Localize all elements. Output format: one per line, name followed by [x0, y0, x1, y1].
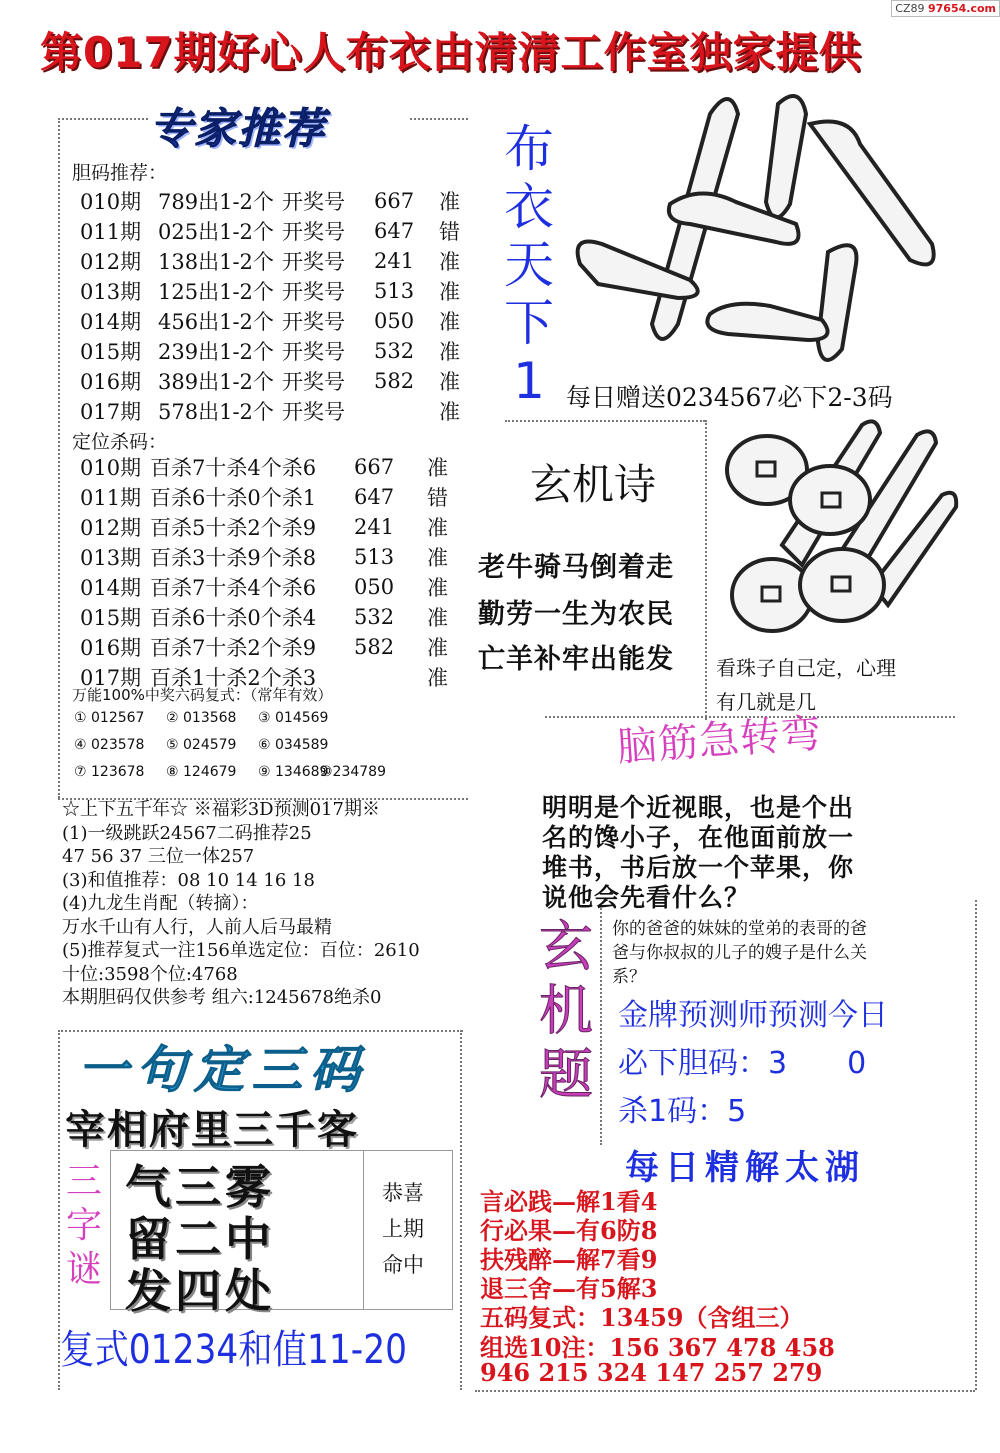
- congrats-line: 命中: [382, 1253, 424, 1277]
- taihu-line: 退三舍—有5解3: [480, 1274, 658, 1303]
- riddle-line: 气三雾: [125, 1160, 275, 1214]
- combo-item: ⑩234789: [320, 764, 386, 780]
- vertical-char: 天: [504, 236, 554, 294]
- period-cell: 015期: [80, 340, 142, 364]
- draw-cell: 513: [374, 279, 415, 303]
- period-cell: 015期: [80, 606, 142, 630]
- bead: [800, 549, 884, 621]
- draw-cell: 532: [354, 605, 395, 629]
- draw-cell: 647: [354, 485, 395, 509]
- label-cell: 开奖号: [282, 220, 345, 244]
- riddle-line: 发四处: [125, 1264, 275, 1318]
- pick-cell: 138出1-2个: [158, 250, 274, 274]
- relation-line: 系？: [612, 967, 646, 987]
- taihu-line: 言必践—解1看4: [480, 1187, 658, 1216]
- table-row: [80, 396, 460, 426]
- one-sentence-phrase: 宰相府里三千客: [65, 1107, 359, 1153]
- period-cell: 011期: [80, 486, 142, 510]
- period-cell: 010期: [80, 190, 142, 214]
- period-cell: 012期: [80, 250, 142, 274]
- kill-table: [80, 452, 448, 692]
- table-row: [80, 572, 448, 602]
- result-cell: 准: [439, 400, 460, 424]
- forecast-line: (3)和值推荐：08 10 14 16 18: [62, 869, 315, 891]
- result-cell: 准: [439, 190, 460, 214]
- combo-item: ⑤ 024579: [166, 737, 237, 753]
- result-cell: 准: [439, 250, 460, 274]
- divider: [505, 420, 705, 422]
- period-cell: 012期: [80, 516, 142, 540]
- vertical-char: 题: [539, 1043, 593, 1106]
- divider: [705, 420, 707, 720]
- period-cell: 016期: [80, 370, 142, 394]
- six-code-title: 万能100%中奖六码复式：（常年有效）: [72, 686, 333, 704]
- divider: [600, 905, 602, 1145]
- period-cell: 014期: [80, 576, 142, 600]
- draw-cell: 532: [374, 339, 415, 363]
- pick-cell: 789出1-2个: [158, 190, 274, 214]
- result-cell: 准: [427, 546, 448, 570]
- kill-cell: 百杀7十杀4个杀6: [150, 456, 317, 480]
- period-cell: 014期: [80, 310, 142, 334]
- congrats-box: [362, 1150, 453, 1310]
- kill-label: 定位杀码：: [72, 431, 168, 453]
- gold-line: 必下胆码：3 0: [618, 1046, 867, 1081]
- relation-line: 爸与你叔叔的儿子的嫂子是什么关: [612, 943, 867, 963]
- table-row: [80, 542, 448, 572]
- poem-line: 亡羊补牢出能发: [478, 644, 674, 675]
- pipe-shape: [707, 304, 827, 340]
- draw-cell: 241: [374, 249, 415, 273]
- congrats-line: 恭喜: [382, 1181, 424, 1205]
- combo-item: ⑥ 034589: [258, 737, 329, 753]
- combo-item: ⑧ 124679: [166, 764, 237, 780]
- combo-item: ⑦ 123678: [74, 764, 145, 780]
- result-cell: 错: [439, 220, 460, 244]
- draw-cell: 050: [374, 309, 415, 333]
- taihu-line: 行必果—有6防8: [480, 1216, 658, 1245]
- beads-image: [712, 415, 962, 645]
- result-cell: 准: [439, 340, 460, 364]
- divider: [475, 1390, 975, 1392]
- combo-item: ② 013568: [166, 710, 237, 726]
- dan-table: [80, 186, 460, 426]
- label-cell: 开奖号: [282, 370, 345, 394]
- relation-line: 你的爸爸的妹妹的堂弟的表哥的爸: [612, 919, 867, 939]
- taihu-line: 946 215 324 147 257 279: [480, 1358, 823, 1387]
- congrats-line: 上期: [382, 1217, 424, 1241]
- result-cell: 准: [427, 576, 448, 600]
- period-cell: 013期: [80, 280, 142, 304]
- period-cell: 016期: [80, 636, 142, 660]
- label-cell: 开奖号: [282, 250, 345, 274]
- kill-cell: 百杀6十杀0个杀1: [150, 486, 317, 510]
- kill-cell: 百杀3十杀9个杀8: [150, 546, 317, 570]
- brain-teaser-title: 脑筋急转弯: [615, 710, 824, 771]
- table-row: [80, 336, 460, 366]
- forecast-line: 47 56 37 三位一体257: [62, 846, 255, 867]
- pipe-shape: [766, 96, 806, 218]
- table-row: [80, 366, 460, 396]
- combo-item: ④ 023578: [74, 737, 145, 753]
- period-cell: 017期: [80, 666, 142, 690]
- table-row: [80, 216, 460, 246]
- table-row: [80, 186, 460, 216]
- vertical-char: 布: [504, 120, 554, 178]
- forecast-line: (4)九龙生肖配（转摘）：: [62, 893, 259, 914]
- combo-item: ③ 014569: [258, 710, 329, 726]
- draw-cell: 513: [354, 545, 395, 569]
- table-row: [80, 482, 448, 512]
- label-cell: 开奖号: [282, 310, 345, 334]
- bead-note: 看珠子自己定，心理: [716, 656, 896, 680]
- table-row: [80, 632, 448, 662]
- label-cell: 开奖号: [282, 190, 345, 214]
- table-row: [80, 602, 448, 632]
- result-cell: 准: [427, 606, 448, 630]
- pick-cell: 239出1-2个: [158, 340, 274, 364]
- table-row: [80, 512, 448, 542]
- forecast-line: 本期胆码仅供参考 组六:1245678绝杀0: [62, 987, 382, 1008]
- draw-cell: 582: [374, 369, 415, 393]
- forecast-line: (1)一级跳跃24567二码推荐25: [62, 822, 312, 844]
- period-cell: 013期: [80, 546, 142, 570]
- draw-cell: 667: [354, 455, 395, 479]
- taihu-line: 五码复式：13459（含组三）: [480, 1303, 804, 1332]
- divider: [975, 900, 977, 1390]
- mystery-label: [536, 915, 596, 1107]
- result-cell: 准: [439, 280, 460, 304]
- forecast-line: 十位:3598个位:4768: [62, 963, 238, 985]
- forecast-line: 万水千山有人行，人前人后马最精: [62, 916, 332, 938]
- taihu-title: 每日精解太湖: [625, 1148, 865, 1188]
- period-cell: 011期: [80, 220, 142, 244]
- draw-cell: [354, 662, 418, 692]
- draw-cell: 241: [354, 515, 395, 539]
- draw-cell: [374, 396, 430, 426]
- taihu-line: 扶残醉—解7看9: [480, 1245, 658, 1274]
- vertical-char: 衣: [504, 178, 554, 236]
- divider: [58, 118, 60, 798]
- riddle-label: 三字谜: [65, 1161, 102, 1290]
- pipe-symbol-image: [560, 84, 950, 374]
- table-row: [80, 452, 448, 482]
- daily-gift: 每日赠送0234567必下2-3码: [566, 383, 893, 412]
- divider: [410, 118, 468, 120]
- bead: [790, 466, 870, 534]
- kill-cell: 百杀5十杀2个杀9: [150, 516, 317, 540]
- table-row: [80, 276, 460, 306]
- kill-cell: 百杀7十杀4个杀6: [150, 576, 317, 600]
- label-cell: 开奖号: [282, 400, 345, 424]
- result-cell: 错: [427, 486, 448, 510]
- draw-cell: 667: [374, 189, 415, 213]
- riddle-line: 留二中: [125, 1212, 275, 1266]
- result-cell: 准: [427, 516, 448, 540]
- taihu-line: 组选10注：156 367 478 458: [480, 1333, 835, 1362]
- expert-title: 专家推荐: [150, 104, 327, 153]
- page-title: 第017期好心人布衣由清清工作室独家提供: [40, 28, 862, 77]
- kill-cell: 百杀6十杀0个杀4: [150, 606, 317, 630]
- label-cell: 开奖号: [282, 340, 345, 364]
- watermark-site: 97654.com: [928, 2, 996, 15]
- forecast-line: ☆上下五千年☆ ※福彩3D预测017期※: [62, 799, 380, 820]
- gold-line: 杀1码：5: [618, 1094, 747, 1129]
- combo-item: ⑨ 134689: [258, 764, 329, 780]
- vertical-char: 下: [504, 294, 554, 352]
- gold-line: 金牌预测师预测今日: [618, 998, 888, 1033]
- pick-cell: 456出1-2个: [158, 310, 274, 334]
- combo-item: ① 012567: [74, 710, 145, 726]
- divider: [460, 1030, 462, 1390]
- period-cell: 010期: [80, 456, 142, 480]
- brain-line: 说他会先看什么？: [542, 883, 751, 912]
- watermark-prefix: CZ89: [895, 2, 925, 15]
- forecast-line: (5)推荐复式一注156单选定位：百位：2610: [62, 940, 420, 961]
- pipe-shape: [818, 245, 856, 360]
- brain-line: 堆书，书后放一个苹果，你: [542, 853, 855, 882]
- vertical-char: 机: [539, 979, 593, 1042]
- vertical-char: 1: [513, 352, 545, 410]
- pick-cell: 578出1-2个: [158, 400, 274, 424]
- label-cell: 开奖号: [282, 280, 345, 304]
- bead-note: 有几就是几: [716, 690, 816, 714]
- result-cell: 准: [439, 370, 460, 394]
- kill-cell: 百杀7十杀2个杀9: [150, 636, 317, 660]
- pipe-shape: [810, 122, 934, 265]
- brain-line: 明明是个近视眼，也是个出: [542, 793, 855, 822]
- draw-cell: 050: [354, 575, 395, 599]
- result-cell: 准: [427, 636, 448, 660]
- result-cell: 准: [427, 456, 448, 480]
- pick-cell: 125出1-2个: [158, 280, 274, 304]
- vertical-char: 玄: [539, 915, 593, 978]
- draw-cell: 647: [374, 219, 415, 243]
- pick-cell: 025出1-2个: [158, 220, 274, 244]
- watermark: [891, 0, 1000, 17]
- compound-bet: 复式01234和值11-20: [60, 1327, 407, 1373]
- table-row: [80, 246, 460, 276]
- table-row: [80, 306, 460, 336]
- forecast-block: [62, 798, 482, 1010]
- buyi-vertical-title: [498, 120, 560, 410]
- poem-title: 玄机诗: [530, 460, 657, 509]
- result-cell: 准: [427, 666, 448, 690]
- period-cell: 017期: [80, 400, 142, 424]
- riddle-box: [110, 1150, 364, 1318]
- brain-line: 名的馋小子，在他面前放一: [542, 823, 855, 852]
- divider: [58, 118, 148, 120]
- dan-label: 胆码推荐：: [72, 162, 168, 184]
- poem-line: 老牛骑马倒着走: [478, 552, 674, 583]
- result-cell: 准: [439, 310, 460, 334]
- poem-line: 勤劳一生为农民: [478, 599, 674, 630]
- kill-cell: 百杀1十杀2个杀3: [150, 666, 317, 690]
- one-sentence-title: 一句定三码: [78, 1041, 368, 1099]
- pick-cell: 389出1-2个: [158, 370, 274, 394]
- draw-cell: 582: [354, 635, 395, 659]
